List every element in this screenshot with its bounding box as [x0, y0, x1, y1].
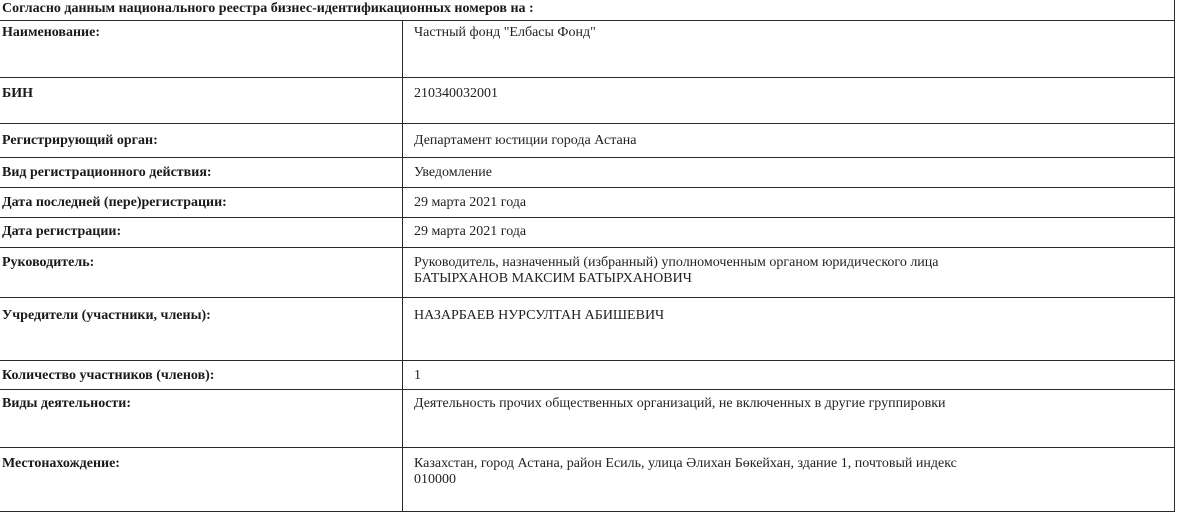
registration-action-value: Уведомление — [403, 158, 1175, 188]
location-address: Казахстан, город Астана, район Есиль, улица Әлихан Бөкейхан, здание 1, почтовый индекс — [414, 456, 957, 471]
bin-label: БИН — [0, 78, 403, 124]
header-row — [0, 0, 1175, 21]
registration-date-label: Дата регистрации: — [0, 218, 403, 248]
founders-value: НАЗАРБАЕВ НУРСУЛТАН АБИШЕВИЧ — [403, 298, 1175, 361]
table-row — [0, 21, 1175, 78]
table-row — [0, 78, 1175, 124]
registration-date-value: 29 марта 2021 года — [403, 218, 1175, 248]
name-value: Частный фонд "Елбасы Фонд" — [403, 21, 1175, 78]
table-row — [0, 158, 1175, 188]
name-label: Наименование: — [0, 21, 403, 78]
table-row — [0, 218, 1175, 248]
table-row — [0, 298, 1175, 361]
activity-types-value: Деятельность прочих общественных организаций, не включенных в другие группировки — [403, 390, 1175, 448]
participant-count-label: Количество участников (членов): — [0, 361, 403, 390]
founders-label: Учредители (участники, члены): — [0, 298, 403, 361]
table-row — [0, 448, 1175, 512]
registering-body-label: Регистрирующий орган: — [0, 124, 403, 158]
director-value — [403, 248, 1175, 298]
registration-action-label: Вид регистрационного действия: — [0, 158, 403, 188]
location-postcode: 010000 — [414, 472, 456, 487]
location-value — [403, 448, 1175, 512]
director-label: Руководитель: — [0, 248, 403, 298]
table-row — [0, 390, 1175, 448]
activity-types-label: Виды деятельности: — [0, 390, 403, 448]
table-row — [0, 361, 1175, 390]
participant-count-value: 1 — [403, 361, 1175, 390]
table-row — [0, 124, 1175, 158]
bin-value: 210340032001 — [403, 78, 1175, 124]
registry-header: Согласно данным национального реестра бизнес-идентификационных номеров на : — [0, 0, 1175, 21]
registering-body-value: Департамент юстиции города Астана — [403, 124, 1175, 158]
table-row — [0, 248, 1175, 298]
last-reregistration-label: Дата последней (пере)регистрации: — [0, 188, 403, 218]
table-row — [0, 188, 1175, 218]
last-reregistration-value: 29 марта 2021 года — [403, 188, 1175, 218]
director-role: Руководитель, назначенный (избранный) уполномоченным органом юридического лица — [414, 255, 939, 270]
director-name: БАТЫРХАНОВ МАКСИМ БАТЫРХАНОВИЧ — [414, 271, 692, 286]
location-label: Местонахождение: — [0, 448, 403, 512]
